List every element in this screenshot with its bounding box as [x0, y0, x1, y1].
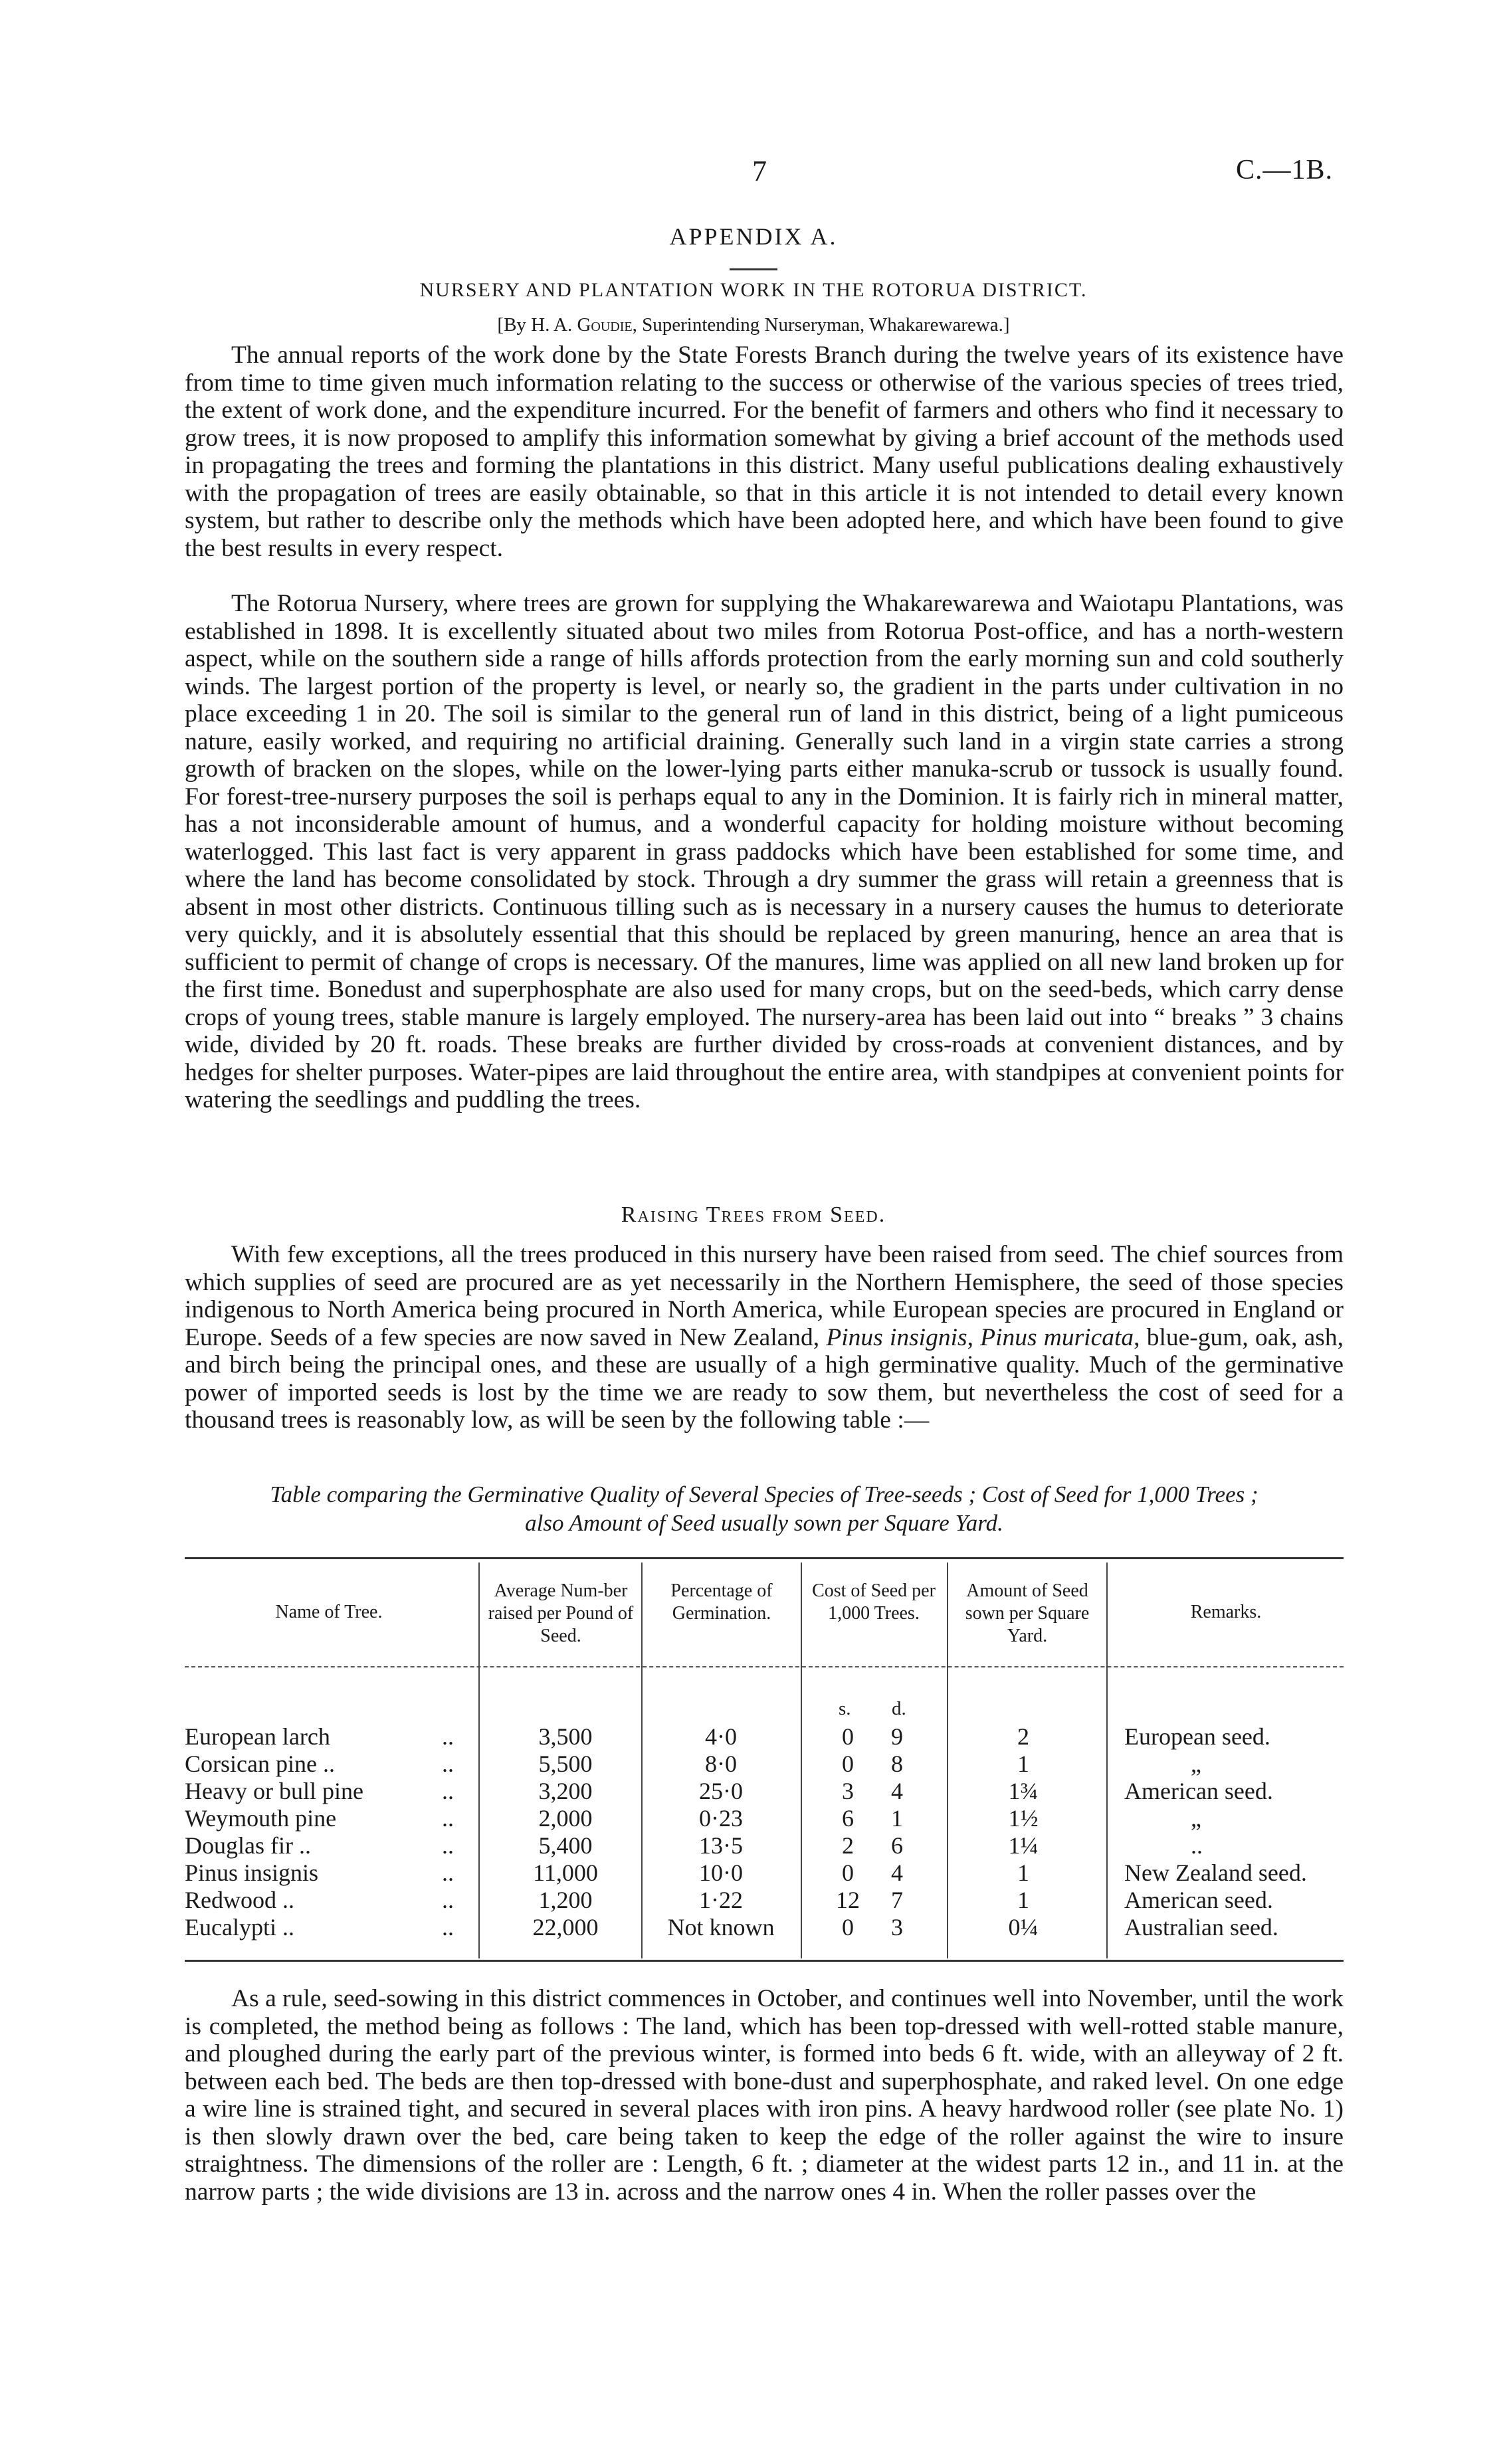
title-divider: [730, 268, 777, 270]
germination-percentage: 8·0: [705, 1751, 737, 1777]
tree-name: Eucalypti ..: [185, 1914, 294, 1941]
column-divider: [478, 1563, 480, 1958]
table-header-rule: [185, 1666, 1344, 1667]
tree-name: Redwood ..: [185, 1887, 294, 1913]
cost-pence: 6: [891, 1832, 903, 1859]
cost-shillings: 0: [842, 1751, 854, 1777]
amount-sown: 1: [1017, 1859, 1029, 1886]
leader-dots: ..: [442, 1751, 454, 1777]
tree-name: Heavy or bull pine: [185, 1778, 363, 1804]
leader-dots: ..: [442, 1887, 454, 1913]
unit-pence: d.: [892, 1698, 906, 1719]
appendix-title: APPENDIX A.: [669, 223, 838, 250]
unit-shillings: s.: [839, 1698, 851, 1719]
paragraph-seed-sowing: As a rule, seed-sowing in this district commences in October, and continues well into November, until the work is completed, the method being as follows : The land, which has been top-dressed with well-rotted stable manure, and ploughed during the early part of the previous winter, is formed into beds 6 ft. wide, with an alleyway of 2 ft. between each bed. The beds are then top-dressed with bone-dust and superphosphate, and raked level. On one edge a wire line is strained tight, and secured in several places with iron pins. A heavy hardwood roller (see plate No. 1) is then slowly drawn over the bed, care being taken to keep the edge of the roller against the wire to insure straightness. The dimensions of the roller are : Length, 6 ft. ; diameter at the widest parts 12 in., and 11 in. at the narrow parts ; the wide divisions are 13 in. across and the narrow ones 4 in. When the roller passes over the: [185, 1985, 1344, 2206]
remarks: Australian seed.: [1124, 1914, 1278, 1941]
leader-dots: ..: [442, 1778, 454, 1804]
table-caption: [185, 1480, 1344, 1537]
germination-percentage: 4·0: [705, 1723, 737, 1750]
average-number: 5,500: [538, 1751, 593, 1777]
amount-sown: 1¼: [1008, 1832, 1039, 1859]
germination-percentage: 13·5: [699, 1832, 743, 1859]
cost-pence: 3: [891, 1914, 903, 1941]
cost-pence: 9: [891, 1723, 903, 1750]
byline: [0, 314, 1507, 336]
remarks: „: [1191, 1805, 1201, 1832]
cost-shillings: 12: [836, 1887, 860, 1913]
leader-dots: ..: [442, 1914, 454, 1941]
section-heading: Raising Trees from Seed.: [621, 1202, 886, 1227]
header-percentage: Percentage of Germination.: [670, 1580, 773, 1624]
cost-pence: 1: [891, 1805, 903, 1832]
leader-dots: ..: [442, 1805, 454, 1832]
average-number: 11,000: [533, 1859, 598, 1886]
seed-sources-text-end: , blue-gum, oak, ash, and birch being the principal ones, and these are usually of a high germinative quality. Much of the germinative power of imported seeds is lost by the time we are ready to sow them, but nevertheless the cost of seed for a thousand trees is reasonably low, as will be seen by the following table :—: [185, 1323, 1344, 1434]
tree-name: Douglas fir ..: [185, 1832, 311, 1859]
byline-prefix: [By H. A.: [497, 314, 577, 335]
cost-pence: 4: [891, 1778, 903, 1804]
average-number: 5,400: [538, 1832, 593, 1859]
cost-shillings: 0: [842, 1723, 854, 1750]
average-number: 3,500: [538, 1723, 593, 1750]
remarks: „: [1191, 1751, 1201, 1777]
amount-sown: 1: [1017, 1887, 1029, 1913]
cost-pence: 7: [891, 1887, 903, 1913]
header-name-of-tree: Name of Tree.: [275, 1602, 383, 1622]
remarks: European seed.: [1124, 1723, 1270, 1750]
germination-percentage: 10·0: [699, 1859, 743, 1886]
column-divider: [801, 1563, 802, 1958]
table-top-rule: [185, 1557, 1344, 1559]
author-name: Goudie: [577, 314, 633, 335]
average-number: 3,200: [538, 1778, 593, 1804]
document-reference: C.—1B.: [1235, 155, 1333, 185]
header-remarks: Remarks.: [1190, 1602, 1262, 1622]
amount-sown: 1½: [1008, 1805, 1039, 1832]
amount-sown: 1: [1017, 1751, 1029, 1777]
tree-name: Corsican pine ..: [185, 1751, 335, 1777]
species-pinus-muricata: Pinus muricata: [980, 1323, 1134, 1351]
remarks: New Zealand seed.: [1124, 1859, 1307, 1886]
cost-shillings: 0: [842, 1914, 854, 1941]
cost-shillings: 3: [842, 1778, 854, 1804]
paragraph-intro: The annual reports of the work done by the State Forests Branch during the twelve years of its existence have from time to time given much information relating to the success or otherwise of the various species of trees tried, the extent of work done, and the expenditure incurred. For the benefit of farmers and others who find it necessary to grow trees, it is now proposed to amplify this information somewhat by giving a brief account of the methods used in propagating the trees and forming the plantations in this district. Many useful publications dealing exhaustively with the propagation of trees are easily obtainable, so that in this article it is not intended to detail every known system, but rather to describe only the methods which have been adopted here, and which have been found to give the best results in every respect.: [185, 341, 1344, 562]
column-divider: [947, 1563, 948, 1958]
leader-dots: ..: [442, 1859, 454, 1886]
table-bottom-rule: [185, 1960, 1344, 1962]
average-number: 22,000: [532, 1914, 599, 1941]
germination-percentage: 0·23: [699, 1805, 743, 1832]
cost-shillings: 6: [842, 1805, 854, 1832]
cost-shillings: 2: [842, 1832, 854, 1859]
seed-sources-text: With few exceptions, all the trees produced in this nursery have been raised from seed. The chief sources from which supplies of seed are procured are as yet necessarily in the Northern Hemisphere, the seed of those species indigenous to North America being procured in North America, while European species are procured in England or Europe. Seeds of a few species are now saved in New Zealand,: [185, 1241, 1344, 1351]
amount-sown: 0¼: [1008, 1914, 1039, 1941]
leader-dots: ..: [442, 1723, 454, 1750]
amount-sown: 2: [1017, 1723, 1029, 1750]
tree-name: European larch: [185, 1723, 330, 1750]
paragraph-seed-sources: [185, 1241, 1344, 1434]
page-number: 7: [752, 155, 767, 187]
germination-percentage: 1·22: [699, 1887, 743, 1913]
column-divider: [1106, 1563, 1108, 1958]
average-number: 2,000: [538, 1805, 593, 1832]
remarks: American seed.: [1124, 1778, 1273, 1804]
table-caption-line: also Amount of Seed usually sown per Square Yard.: [525, 1510, 1003, 1536]
average-number: 1,200: [538, 1887, 593, 1913]
cost-pence: 4: [891, 1859, 903, 1886]
amount-sown: 1¾: [1008, 1778, 1039, 1804]
tree-name: Weymouth pine: [185, 1805, 337, 1832]
leader-dots: ..: [442, 1832, 454, 1859]
header-average-number: Average Num-ber raised per Pound of Seed.: [488, 1580, 634, 1646]
tree-name: Pinus insignis: [185, 1859, 319, 1886]
species-pinus-insignis: Pinus insignis: [826, 1323, 967, 1351]
germination-percentage: Not known: [667, 1914, 775, 1941]
byline-suffix: , Superintending Nurseryman, Whakarewarewa.]: [632, 314, 1010, 335]
remarks: ..: [1191, 1832, 1203, 1859]
cost-pence: 8: [891, 1751, 903, 1777]
header-cost: Cost of Seed per 1,000 Trees.: [812, 1580, 936, 1624]
species-separator: ,: [967, 1323, 981, 1351]
header-amount: Amount of Seed sown per Square Yard.: [965, 1580, 1090, 1646]
remarks: American seed.: [1124, 1887, 1273, 1913]
germination-percentage: 25·0: [699, 1778, 743, 1804]
article-title: NURSERY AND PLANTATION WORK IN THE ROTORUA DISTRICT.: [419, 279, 1088, 301]
paragraph-nursery: The Rotorua Nursery, where trees are grown for supplying the Whakarewarewa and Waiotapu Plantations, was established in 1898. It is excellently situated about two miles from Rotorua Post-office, and has a north-western aspect, while on the southern side a range of hills affords protection from the early morning sun and cold southerly winds. The largest portion of the property is level, or nearly so, the gradient in the parts under cultivation in no place exceeding 1 in 20. The soil is similar to the general run of land in this district, being of a light pumiceous nature, easily worked, and requiring no artificial draining. Generally such land in a virgin state carries a strong growth of bracken on the slopes, while on the lower-lying parts either manuka-scrub or tussock is usually found. For forest-tree-nursery purposes the soil is perhaps equal to any in the Dominion. It is fairly rich in mineral matter, has a not inconsiderable amount of humus, and a wonderful capacity for holding moisture without becoming waterlogged. This last fact is very apparent in grass paddocks which have been established for some time, and where the land has become consolidated by stock. Through a dry summer the grass will retain a greenness that is absent in most other districts. Continuous tilling such as is necessary in a nursery causes the humus to deteriorate very quickly, and it is absolutely essential that this should be replaced by green manuring, hence an area that is sufficient to permit of change of crops is necessary. Of the manures, lime was applied on all new land broken up for the first time. Bonedust and superphosphate are also used for many crops, but on the seed-beds, which carry dense crops of young trees, stable manure is largely employed. The nursery-area has been laid out into “ breaks ” 3 chains wide, divided by 20 ft. roads. These breaks are further divided by cross-roads at convenient distances, and by hedges for shelter purposes. Water-pipes are laid throughout the entire area, with standpipes at convenient points for watering the seedlings and puddling the trees.: [185, 590, 1344, 1113]
cost-shillings: 0: [842, 1859, 854, 1886]
table-caption-line: Table comparing the Germinative Quality of Several Species of Tree-seeds ; Cost of Seed for 1,000 Trees ;: [270, 1481, 1258, 1507]
